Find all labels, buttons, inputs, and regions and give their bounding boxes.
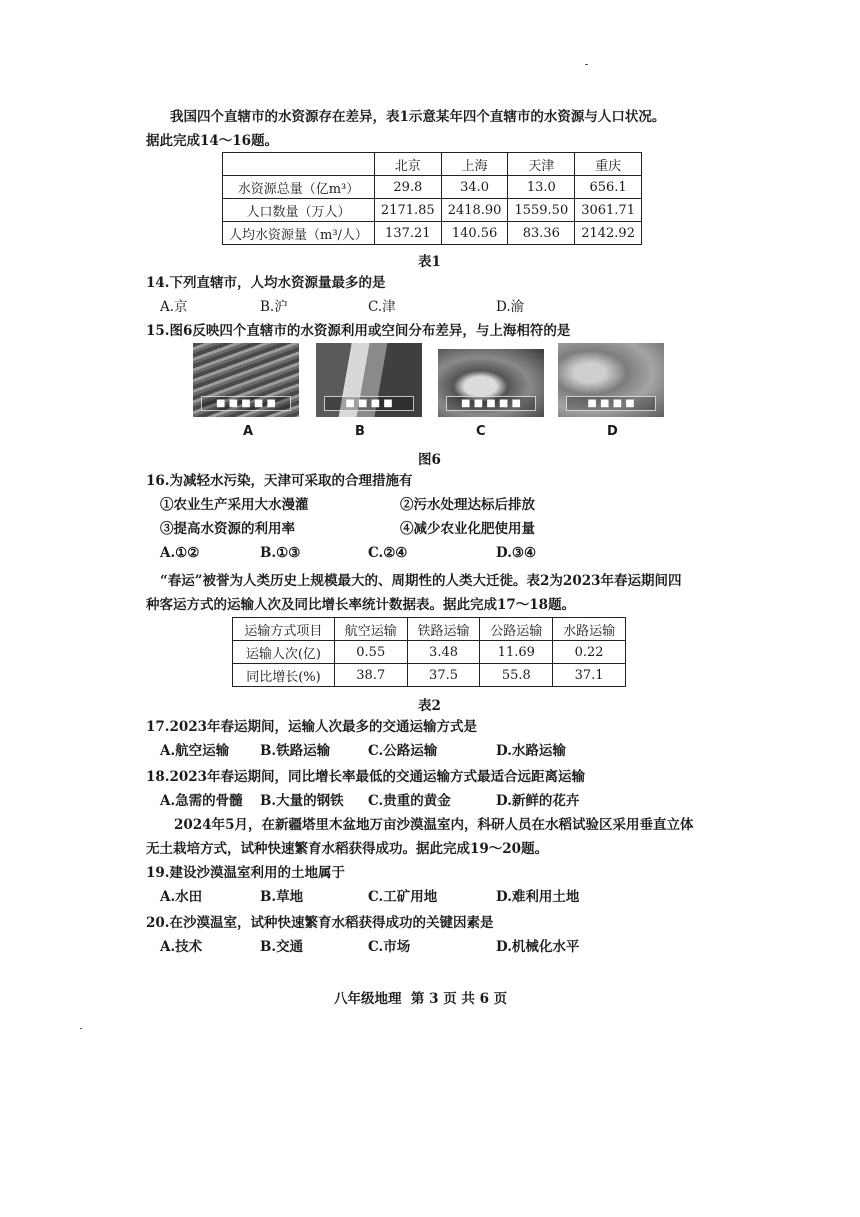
scan-speck [80, 1028, 82, 1029]
table-cell [223, 153, 375, 176]
table-cell: 2171.85 [374, 199, 441, 222]
table-cell: 同比增长(%) [233, 664, 335, 687]
table-cell: 人均水资源量（m³/人） [223, 222, 375, 245]
table-cell: 38.7 [334, 664, 407, 687]
table-2-header-row [233, 618, 626, 641]
option-a: A.①② [160, 545, 200, 561]
q18-stem: 18.2023年春运期间，同比增长率最低的交通运输方式最适合远距离运输 [146, 769, 586, 785]
table-cell: 140.56 [441, 222, 508, 245]
table-cell: 13.0 [508, 176, 575, 199]
option-b: B.大量的钢铁 [260, 793, 344, 809]
table-cell: 天津 [508, 153, 575, 176]
table-cell: 137.21 [374, 222, 441, 245]
option-b: B.沪 [260, 299, 288, 315]
q15-stem: 15.图6反映四个直辖市的水资源利用或空间分布差异，与上海相符的是 [146, 323, 571, 339]
option-b: B.交通 [260, 939, 304, 955]
intro-19-20-line2: 无土栽培方式，试种快速繁育水稻获得成功。据此完成19～20题。 [146, 841, 549, 857]
q16-stem: 16.为减轻水污染，天津可采取的合理措施有 [146, 473, 413, 489]
table-1-caption: 表1 [418, 254, 441, 270]
option-c: C.公路运输 [368, 743, 438, 759]
option-d: D.渝 [496, 299, 525, 315]
table-cell: 上海 [441, 153, 508, 176]
table-cell: 2418.90 [441, 199, 508, 222]
option-d: D.③④ [496, 545, 537, 561]
table-cell: 3.48 [407, 641, 480, 664]
option-a: A.技术 [160, 939, 203, 955]
table-cell: 29.8 [374, 176, 441, 199]
intro-14-16-line1: 我国四个直辖市的水资源存在差异，表1示意某年四个直辖市的水资源与人口状况。 [170, 109, 666, 125]
intro-19-20-line1: 2024年5月，在新疆塔里木盆地万亩沙漠温室内，科研人员在水稻试验区采用垂直立体 [174, 817, 694, 833]
figure-6-photo-d [558, 343, 664, 417]
figure-6-photo-c [438, 349, 544, 417]
table-row [233, 641, 626, 664]
table-cell: 航空运输 [334, 618, 407, 641]
option-c: C.工矿用地 [368, 889, 438, 905]
table-2 [232, 617, 626, 687]
q16-item-4: ④减少农业化肥使用量 [400, 521, 535, 537]
table-cell: 水资源总量（亿m³） [223, 176, 375, 199]
q20-stem: 20.在沙漠温室，试种快速繁育水稻获得成功的关键因素是 [146, 915, 494, 931]
table-cell: 水路运输 [553, 618, 626, 641]
table-cell: 运输人次(亿) [233, 641, 335, 664]
figure-6-photo-b [316, 343, 422, 417]
q19-stem: 19.建设沙漠温室利用的土地属于 [146, 865, 345, 881]
figure-6-caption: 图6 [418, 452, 441, 468]
table-cell: 重庆 [575, 153, 642, 176]
photo-a-caption-blur: ■ ■ ■ ■ ■ [201, 396, 291, 411]
table-cell: 公路运输 [480, 618, 553, 641]
table-cell: 0.55 [334, 641, 407, 664]
option-b: B.草地 [260, 889, 304, 905]
table-cell: 37.5 [407, 664, 480, 687]
table-cell: 3061.71 [575, 199, 642, 222]
option-d: D.机械化水平 [496, 939, 580, 955]
table-cell: 人口数量（万人） [223, 199, 375, 222]
table-1 [222, 152, 642, 245]
option-b: B.①③ [260, 545, 301, 561]
table-cell: 83.36 [508, 222, 575, 245]
table-row [223, 176, 642, 199]
q16-item-1: ①农业生产采用大水漫灌 [160, 497, 309, 513]
table-1-header-row [223, 153, 642, 176]
option-c: C.②④ [368, 545, 408, 561]
table-cell: 656.1 [575, 176, 642, 199]
option-d: D.水路运输 [496, 743, 566, 759]
table-cell: 2142.92 [575, 222, 642, 245]
q16-item-2: ②污水处理达标后排放 [400, 497, 535, 513]
table-row [223, 199, 642, 222]
intro-14-16-line2: 据此完成14～16题。 [146, 133, 279, 149]
photo-letter-a: A [243, 424, 254, 439]
option-a: A.急需的骨髓 [160, 793, 243, 809]
table-cell: 11.69 [480, 641, 553, 664]
option-d: D.难利用土地 [496, 889, 580, 905]
table-cell: 34.0 [441, 176, 508, 199]
scan-speck [585, 64, 588, 65]
option-d: D.新鲜的花卉 [496, 793, 580, 809]
table-2-caption: 表2 [418, 698, 441, 714]
page-footer: 八年级地理 第 3 页 共 6 页 [334, 991, 508, 1007]
table-cell: 1559.50 [508, 199, 575, 222]
table-row [223, 222, 642, 245]
table-cell: 37.1 [553, 664, 626, 687]
figure-6-photo-a [193, 343, 299, 417]
photo-b-caption-blur: ■ ■ ■ ■ [324, 396, 414, 411]
photo-letter-d: D [607, 424, 618, 439]
option-a: A.航空运输 [160, 743, 230, 759]
table-cell: 运输方式项目 [233, 618, 335, 641]
option-a: A.京 [160, 299, 188, 315]
option-c: C.贵重的黄金 [368, 793, 451, 809]
option-b: B.铁路运输 [260, 743, 331, 759]
photo-d-caption-blur: ■ ■ ■ ■ [566, 396, 656, 411]
photo-letter-b: B [355, 424, 365, 439]
intro-17-18-line1: “春运”被誉为人类历史上规模最大的、周期性的人类大迁徙。表2为2023年春运期间四 [160, 573, 682, 589]
table-row [233, 664, 626, 687]
table-cell: 0.22 [553, 641, 626, 664]
table-cell: 铁路运输 [407, 618, 480, 641]
table-cell: 55.8 [480, 664, 553, 687]
option-c: C.津 [368, 299, 396, 315]
table-cell: 北京 [374, 153, 441, 176]
q17-stem: 17.2023年春运期间，运输人次最多的交通运输方式是 [146, 719, 478, 735]
q16-item-3: ③提高水资源的利用率 [160, 521, 295, 537]
intro-17-18-line2: 种客运方式的运输人次及同比增长率统计数据表。据此完成17～18题。 [146, 597, 576, 613]
q14-stem: 14.下列直辖市，人均水资源量最多的是 [146, 275, 386, 291]
option-c: C.市场 [368, 939, 411, 955]
photo-c-caption-blur: ■ ■ ■ ■ ■ [446, 396, 536, 411]
photo-letter-c: C [476, 424, 486, 439]
option-a: A.水田 [160, 889, 203, 905]
